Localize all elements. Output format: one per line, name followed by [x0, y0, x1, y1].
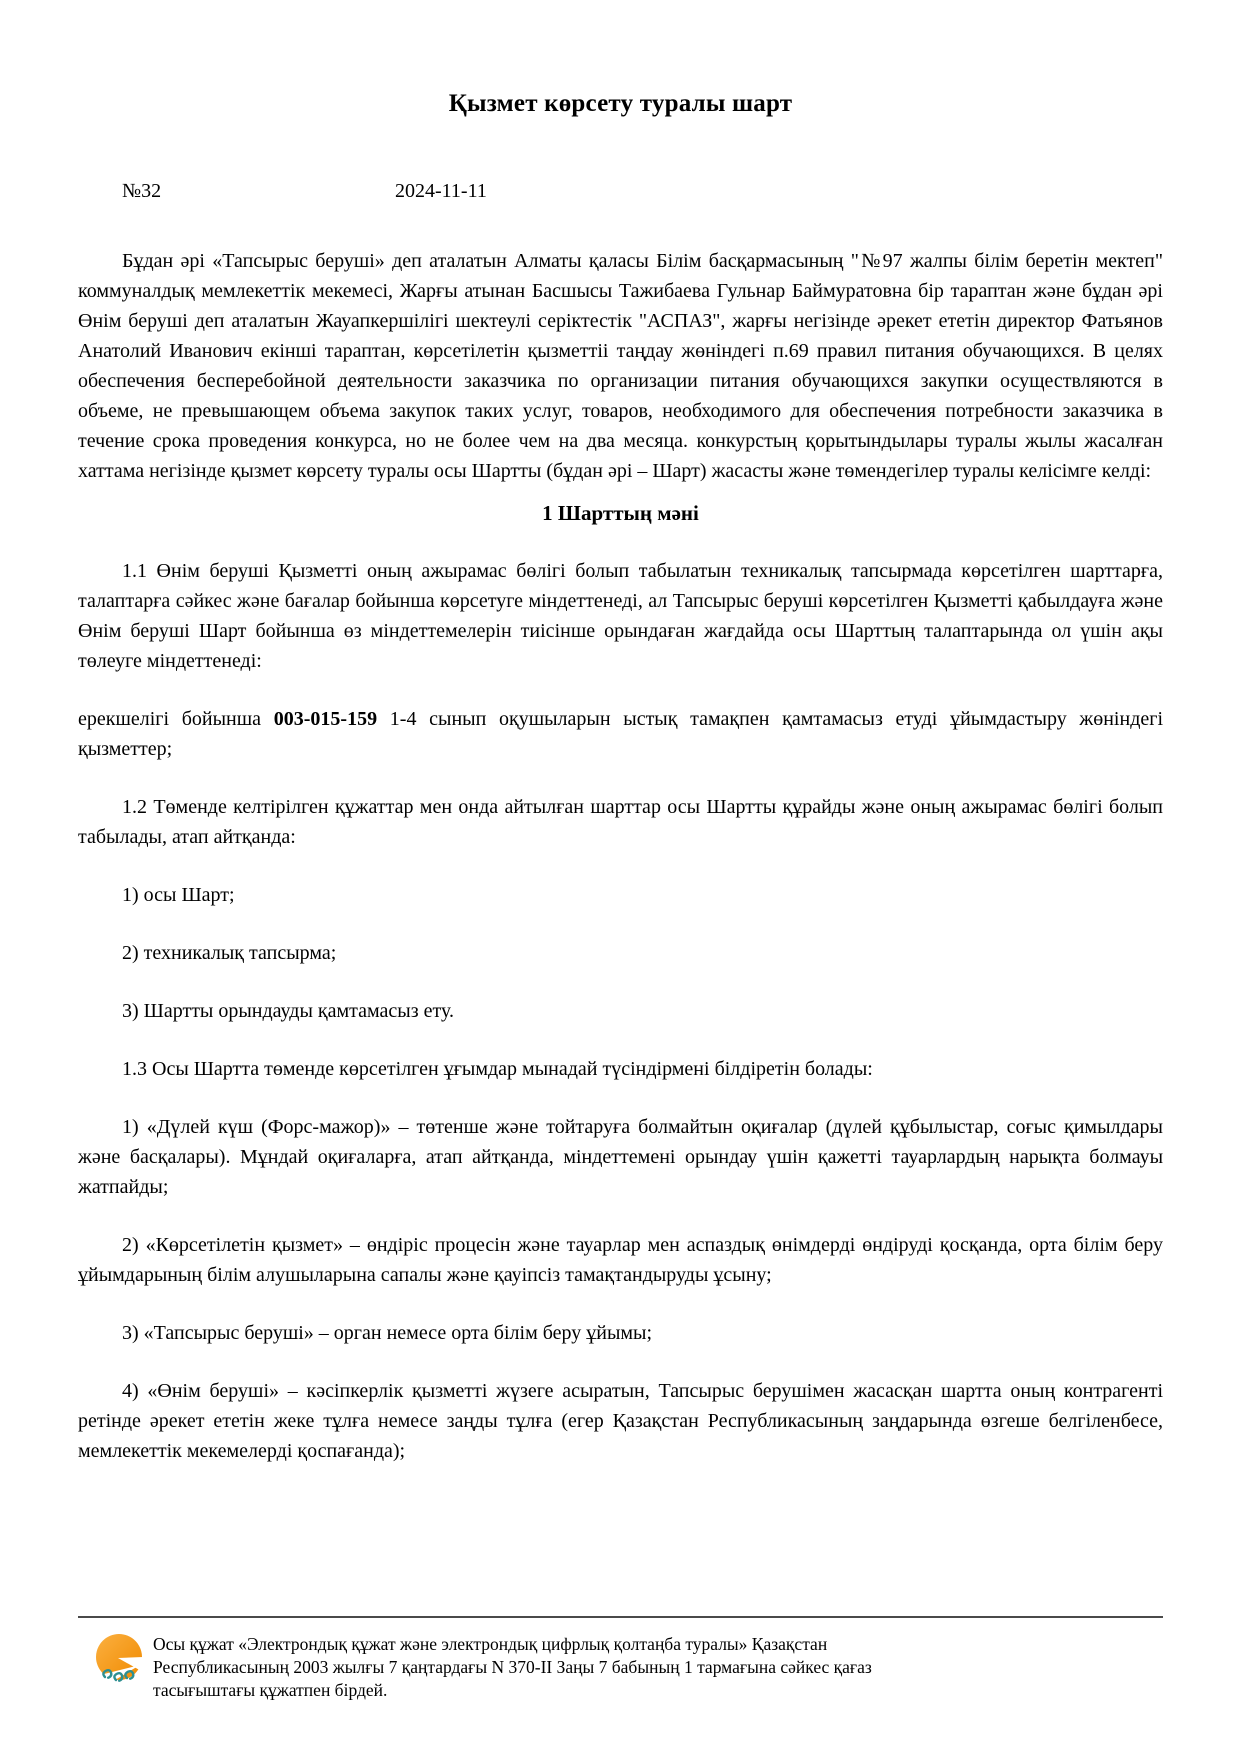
definition-item: 4) «Өнім беруші» – кәсіпкерлік қызметті жүзеге асыратын, Тапсырыс берушімен жасасқан шартта оның контрагенті ретінде әрекет ететін жеке тұлға немесе заңды тұлға (егер Қазақстан Республикасының заңдарында өзгеше белгіленбесе, мемлекеттік мекемелерді қоспағанда); — [78, 1380, 1163, 1462]
egov-stamp-icon — [94, 1631, 146, 1691]
contract-date: 2024-11-11 — [395, 180, 487, 202]
esign-footer — [78, 1616, 1163, 1702]
section-1-heading: 1 Шарттың мәні — [542, 501, 699, 525]
documents-list-item: 1) осы Шарт; — [122, 884, 235, 906]
esign-footer-content — [78, 1631, 1163, 1702]
definition-item: 1) «Дүлей күш (Форс-мажор)» – төтенше және тойтаруға болмайтын оқиғалар (дүлей құбылыстар, соғыс қимылдары және басқалары). Мұндай оқиғаларға, атап айтқанда, міндеттемені орындау үшін қажетті тауарлардың нарықта болмауы жатпайды; — [78, 1116, 1163, 1198]
documents-list-item: 3) Шартты орындауды қамтамасыз ету. — [122, 1000, 454, 1022]
lot-line-prefix: ерекшелігі бойынша — [78, 708, 274, 730]
clause-1-3: 1.3 Осы Шартта төменде көрсетілген ұғымдар мынадай түсіндірмені білдіретін болады: — [122, 1058, 873, 1080]
lot-number: 003-015-159 — [273, 708, 378, 730]
documents-list-item: 2) техникалық тапсырма; — [122, 942, 337, 964]
clause-1-1: 1.1 Өнім беруші Қызметті оның ажырамас бөлігі болып табылатын техникалық тапсырмада көрсетілген шарттарға, талаптарға сәйкес және бағалар бойынша көрсетуге міндеттенеді, ал Тапсырыс беруші көрсетілген Қызметті қабылдауға және Өнім беруші Шарт бойынша өз міндеттемелерін тиісінше орындаған жағдайда осы Шарттың талаптарында ол үшін ақы төлеуге міндеттенеді: — [78, 560, 1163, 672]
lot-line — [78, 704, 1163, 764]
document-title: Қызмет көрсету туралы шарт — [448, 90, 793, 117]
definition-item: 3) «Тапсырыс беруші» – орган немесе орта білім беру ұйымы; — [122, 1322, 653, 1344]
contract-number: №32 — [122, 180, 162, 202]
esign-legal-note: Осы құжат «Электрондық құжат және электрондық цифрлық қолтаңба туралы» Қазақстан Республикасының 2003 жылғы 7 қаңтардағы N 370-II Заңы 7 бабының 1 тармағына сәйкес қағаз тасығыштағы құжатпен бірдей. — [153, 1634, 872, 1700]
contract-meta — [78, 180, 1163, 208]
intro-paragraph: Бұдан әрі «Тапсырыс беруші» деп аталатын Алматы қаласы Білім басқармасының "№97 жалпы білім беретін мектеп" коммуналдық мемлекеттік мекемесі, Жарғы атынан Басшысы Тажибаева Гульнар Баймуратовна бір тараптан және бұдан әрі Өнім беруші деп аталатын Жауапкершілігі шектеулі серіктестік "АСПАЗ", жарғы негізінде әрекет ететін директор Фатьянов Анатолий Иванович екінші тараптан, көрсетілетін қызметтіі таңдау жөніндегі п.69 правил питания обучающихся. В целях обеспечения бесперебойной деятельности заказчика по организации питания обучающихся закупки осуществляются в объеме, не превышающем объема закупок таких услуг, товаров, необходимого для обеспечения потребности заказчика в течение срока проведения конкурса, но не более чем на два месяца. конкурстың қорытындылары туралы жылы жасалған хаттама негізінде қызмет көрсету туралы осы Шартты (бұдан әрі – Шарт) жасасты және төмендегілер туралы келісімге келді: — [78, 250, 1163, 482]
definition-item: 2) «Көрсетілетін қызмет» – өндіріс процесін және тауарлар мен аспаздық өнімдерді өндіруді қосқанда, орта білім беру ұйымдарының білім алушыларына сапалы және қауіпсіз тамақтандыруды ұсыну; — [78, 1234, 1163, 1286]
clause-1-2: 1.2 Төменде келтірілген құжаттар мен онда айтылған шарттар осы Шартты құрайды және оның ажырамас бөлігі болып табылады, атап айтқанда: — [78, 796, 1163, 848]
lot-line-suffix: 1-4 сынып оқушыларын ыстық тамақпен қамтамасыз етуді ұйымдастыру жөніндегі қызметтер; — [78, 708, 1164, 760]
